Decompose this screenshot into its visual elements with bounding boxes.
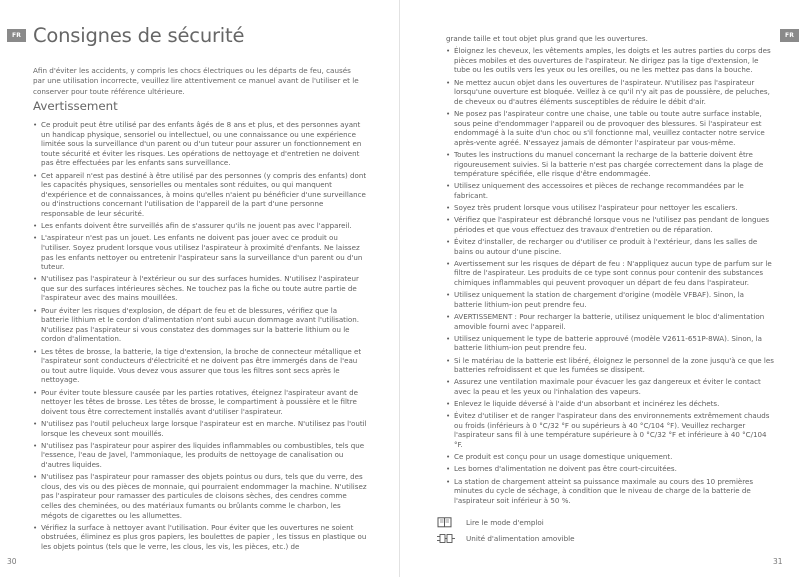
warning-list-left: [33, 120, 367, 554]
list-item-text: Pour éviter les risques d'explosion, de départ de feu et de blessures, vérifiez que la batterie lithium et le cordon d'alimentation n'ont subi aucun dommage avant l'utilisation. N'utilisez pas l'aspirateur si vous constatez des dommages sur la batterie lithium ou le cordon d'alimentation.: [41, 305, 360, 344]
list-item: [446, 356, 774, 375]
list-item-text: Éloignez les cheveux, les vêtements amples, les doigts et les autres parties du corps des pièces mobiles et des ouvertures de l'aspirateur. Ne dirigez pas la tige d'extension, le tube ou les outils vers les yeux ou les oreilles, ou ne les mettez pas dans la bouche.: [454, 46, 771, 75]
bullet-icon: •: [33, 221, 38, 231]
continued-text: grande taille et tout objet plus grand que les ouvertures.: [446, 34, 648, 43]
list-item: [33, 419, 367, 438]
list-item-text: Ne posez pas l'aspirateur contre une chaise, une table ou toute autre surface instable, sous peine d'endommager l'appareil ou de provoquer des blessures. Si l'aspirateur est endommagé à la suite d'un choc ou s'il fonctionne mal, veuillez contacter notre service après-vente agréé. N'essayez jamais de démonter l'aspirateur par vous-même.: [454, 108, 765, 147]
bullet-icon: •: [446, 452, 451, 462]
list-item: [446, 46, 774, 75]
list-item: [446, 78, 774, 107]
bullet-icon: •: [33, 472, 38, 482]
bullet-icon: •: [446, 258, 451, 268]
list-item-text: N'utilisez pas l'aspirateur à l'extérieur ou sur des surfaces humides. N'utilisez l'aspirateur que sur des surfaces intérieures sèches. Ne touchez pas la fiche ou toute autre partie de l'aspirateur avec des mains mouillées.: [41, 274, 359, 303]
list-item: [446, 411, 774, 449]
bullet-icon: •: [446, 476, 451, 486]
intro-paragraph: Afin d'éviter les accidents, y compris les chocs électriques ou les départs de feu, causés par une utilisation incorrecte, veuillez lire attentivement ce manuel avant de l'utiliser et le conserver pour toute référence ultérieure.: [33, 66, 359, 96]
list-item: [446, 237, 774, 256]
list-item: [33, 120, 367, 168]
list-item: [446, 215, 774, 234]
legend-item-manual: [436, 517, 544, 528]
list-item-text: Utilisez uniquement des accessoires et pièces de rechange recommandées par le fabricant.: [454, 181, 744, 200]
list-item: [33, 388, 367, 417]
bullet-icon: •: [33, 387, 38, 397]
list-item: [33, 441, 367, 470]
list-item: [446, 377, 774, 396]
list-item-text: AVERTISSEMENT : Pour recharger la batterie, utilisez uniquement le bloc d'alimentation amovible fourni avec l'appareil.: [454, 311, 765, 331]
list-item-text: Les enfants doivent être surveillés afin de s'assurer qu'ils ne jouent pas avec l'appareil.: [41, 221, 352, 231]
list-item-text: Vérifiez la surface à nettoyer avant l'utilisation. Pour éviter que les ouvertures ne soient obstruées, éliminez es plus gros papiers, les boulettes de papier , les tissus en plastique ou les objets pointus (tels que le verre, les clous, les vis, les pièces, etc.) de: [41, 522, 367, 551]
bullet-icon: •: [446, 399, 451, 409]
legend-label: Lire le mode d'emploi: [466, 518, 544, 527]
list-item-text: Pour éviter toute blessure causée par les parties rotatives, éteignez l'aspirateur avant de nettoyer les têtes de brosse. Les têtes de brosse, le compartiment à poussière et le filtre doivent tous être correctement installés avant d'utiliser l'aspirateur.: [41, 387, 358, 416]
list-item: [446, 477, 774, 506]
legend-label: Unité d'alimentation amovible: [466, 534, 575, 543]
list-item: [446, 181, 774, 200]
language-tab: FR: [780, 29, 799, 42]
bullet-icon: •: [446, 181, 451, 191]
list-item-text: Vérifiez que l'aspirateur est débranché lorsque vous ne l'utilisez pas pendant de longues périodes et que vous effectuez des travaux d'entretien ou de réparation.: [454, 215, 770, 234]
list-item: [446, 312, 774, 331]
bullet-icon: •: [446, 411, 451, 421]
list-item-text: Soyez très prudent lorsque vous utilisez l'aspirateur pour nettoyer les escaliers.: [454, 203, 738, 213]
bullet-icon: •: [446, 149, 451, 159]
page-number: 30: [7, 557, 17, 566]
list-item-text: Évitez d'installer, de recharger ou d'utiliser ce produit à l'extérieur, dans les salles de bains ou autour d'une piscine.: [454, 237, 758, 256]
list-item-text: Évitez d'utiliser et de ranger l'aspirateur dans des environnements extrêmement chauds ou froids (inférieurs à 0 °C/32 °F ou supérieurs à 40 °C/104 °F). Veuillez recharger l'aspirateur sans fil à une température supérieure à 0 °C/32 °F et inférieure à 40 °C/104 °F.: [454, 411, 770, 450]
list-item-text: Avertissement sur les risques de départ de feu : N'appliquez aucun type de parfum sur le filtre de l'aspirateur. Les produits de ce type sont connus pour contenir des substances chimiques inflammables qui peuvent provoquer un départ de feu dans l'aspirateur.: [454, 258, 772, 287]
bullet-icon: •: [33, 440, 38, 450]
list-item-text: Les têtes de brosse, la batterie, la tige d'extension, la broche de connecteur métallique et l'aspirateur sont conducteurs d'électricité et ne doivent pas être immergés dans de l'eau ou tout autre liquide. Vous devez vous assurer que tous les filtres sont secs après le nettoyage.: [41, 346, 362, 385]
bullet-icon: •: [33, 170, 38, 180]
book-icon: [436, 517, 456, 528]
language-tab: FR: [7, 29, 26, 42]
bullet-icon: •: [446, 311, 451, 321]
bullet-icon: •: [33, 233, 38, 243]
list-item-text: N'utilisez pas l'aspirateur pour aspirer des liquides inflammables ou combustibles, tels que l'essence, l'eau de Javel, l'ammoniaque, les produits de nettoyage de canalisation ou d'autres liquides.: [41, 440, 365, 469]
bullet-icon: •: [33, 418, 38, 428]
list-item-text: Les bornes d'alimentation ne doivent pas être court-circuitées.: [454, 464, 677, 474]
bullet-icon: •: [33, 522, 38, 532]
bullet-icon: •: [446, 77, 451, 87]
list-item-text: Ce produit peut être utilisé par des enfants âgés de 8 ans et plus, et des personnes ayant un handicap physique, sensoriel ou intellectuel, ou une connaissance ou une expérience limitée sous la surveillance d'un parent ou d'un tuteur pour assurer un fonctionnement en toute sécurité et éviter les risques. Les opérations de nettoyage et d'entretien ne doivent pas être effectuées par les enfants sans surveillance.: [41, 120, 362, 168]
bullet-icon: •: [446, 108, 451, 118]
list-item: [33, 274, 367, 303]
power-adapter-icon: [436, 533, 456, 544]
list-item: [33, 472, 367, 520]
list-item-text: La station de chargement atteint sa puissance maximale au cours des 10 premières minutes du cycle de séchage, à condition que le niveau de charge de la batterie de l'aspirateur soit inférieur à 50 %.: [454, 476, 754, 505]
page-title: Consignes de sécurité: [33, 24, 245, 47]
bullet-icon: •: [446, 46, 451, 56]
list-item-text: Utilisez uniquement la station de chargement d'origine (modèle VFBAF). Sinon, la batterie lithium-ion peut prendre feu.: [454, 290, 745, 309]
list-item-text: Ce produit est conçu pour un usage domestique uniquement.: [454, 452, 673, 462]
list-item: [33, 347, 367, 385]
bullet-icon: •: [446, 464, 451, 474]
list-item: [446, 464, 774, 474]
bullet-icon: •: [446, 290, 451, 300]
list-item: [446, 452, 774, 462]
list-item-text: Utilisez uniquement le type de batterie approuvé (modèle V2611-651P-8WA). Sinon, la batterie lithium-ion peut prendre feu.: [454, 333, 762, 353]
list-item-text: N'utilisez pas l'outil pelucheux large lorsque l'aspirateur est en marche. N'utilisez pas l'outil lorsque les cheveux sont mouillés.: [41, 418, 367, 438]
list-item: [446, 290, 774, 309]
list-item-text: L'aspirateur n'est pas un jouet. Les enfants ne doivent pas jouer avec ce produit ou l'utiliser. Soyez prudent lorsque vous utilisez l'aspirateur à proximité d'enfants. Ne laissez pas les enfants nettoyer ou entretenir l'aspirateur sans la surveillance d'un parent ou d'un tuteur.: [41, 233, 363, 272]
bullet-icon: •: [446, 333, 451, 343]
bullet-icon: •: [33, 346, 38, 356]
list-item: [33, 523, 367, 552]
list-item-text: Ne mettez aucun objet dans les ouvertures de l'aspirateur. N'utilisez pas l'aspirateur lorsqu'une ouverture est bloquée. Veillez à ce qu'il n'y ait pas de poussière, de peluches, de cheveux ou d'autres éléments susceptibles de réduire le débit d'air.: [454, 77, 770, 106]
list-item-text: Toutes les instructions du manuel concernant la recharge de la batterie doivent être rigoureusement suivies. Si la batterie n'est pas chargée correctement dans la plage de température spécifiée, elle risque d'être endommagée.: [454, 149, 764, 179]
list-item: [33, 306, 367, 344]
list-item-text: Si le matériau de la batterie est libéré, éloignez le personnel de la zone jusqu'à ce que les batteries refroidissent et que les fumées se dissipent.: [454, 355, 774, 375]
list-item-text: N'utilisez pas l'aspirateur pour ramasser des objets pointus ou durs, tels que du verre, des clous, des vis ou des pièces de monnaie, qui pourraient endommager la machine. N'utilisez pas l'aspirateur pour ramasser des particules de cloisons sèches, des cendres comme celles des cheminées, ou des matériaux fumants ou brûlants comme le charbon, les mégots de cigarettes ou les allumettes.: [41, 472, 367, 520]
bullet-icon: •: [33, 305, 38, 315]
list-item: [446, 334, 774, 353]
warning-list-right: [446, 34, 774, 508]
list-item: [33, 233, 367, 271]
page-number: 31: [773, 557, 783, 566]
bullet-icon: •: [33, 274, 38, 284]
list-item: [33, 221, 367, 231]
list-item: [446, 399, 774, 409]
section-heading: Avertissement: [33, 99, 118, 113]
list-item: [446, 150, 774, 179]
bullet-icon: •: [446, 203, 451, 213]
list-item-text: Enlevez le liquide déversé à l'aide d'un absorbant et incinérez les déchets.: [454, 399, 720, 409]
legend-item-power-unit: [436, 533, 575, 544]
list-item: [446, 259, 774, 288]
bullet-icon: •: [446, 377, 451, 387]
bullet-icon: •: [446, 215, 451, 225]
list-item: [446, 203, 774, 213]
list-item-text: Assurez une ventilation maximale pour évacuer les gaz dangereux et éviter le contact avec la peau et les yeux ou l'inhalation des vapeurs.: [454, 377, 761, 396]
list-item: [446, 109, 774, 147]
bullet-icon: •: [33, 120, 38, 129]
list-item: [33, 171, 367, 219]
bullet-icon: •: [446, 237, 451, 247]
bullet-icon: •: [446, 355, 451, 365]
list-item-text: Cet appareil n'est pas destiné à être utilisé par des personnes (y compris des enfants) dont les capacités physiques, sensorielles ou mentales sont réduites, ou qui manquent d'expérience et de connaissances, à moins qu'elles n'aient pu bénéficier d'une surveillance ou d'instructions concernant l'utilisation de l'appareil de la part d'une personne responsable de leur sécurité.: [41, 170, 367, 218]
